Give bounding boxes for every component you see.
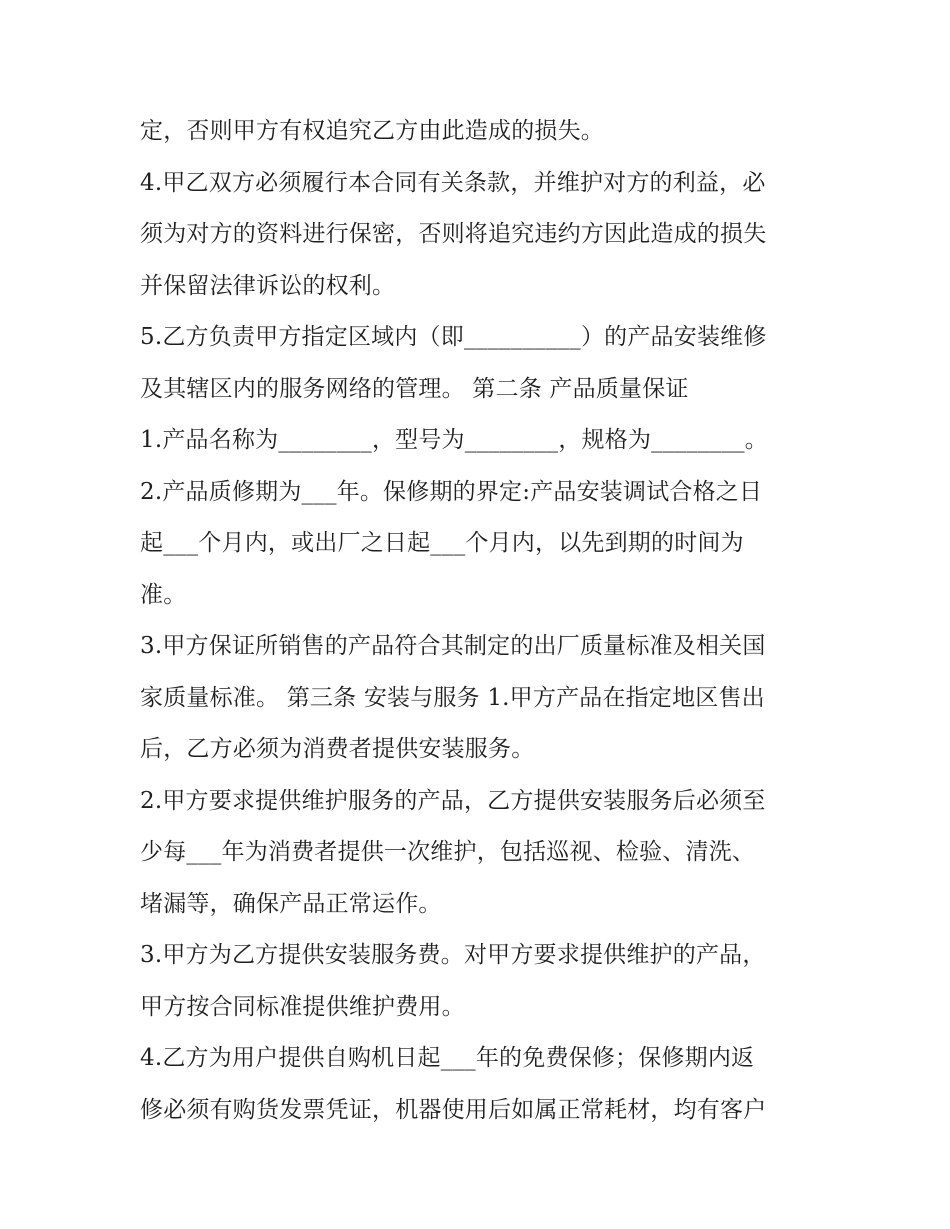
text-line: 准。 (140, 581, 187, 608)
text-line: 5.乙方负责甲方指定区域内（即__________）的产品安装维修 (140, 324, 767, 350)
text-line: 2.产品质修期为___年。保修期的界定:产品安装调试合格之日 (140, 478, 763, 505)
text-line: 2.甲方要求提供维护服务的产品，乙方提供安装服务后必须至 (140, 787, 766, 814)
text-line: 须为对方的资料进行保密，否则将追究违约方因此造成的损失 (140, 221, 767, 247)
text-line: 4.甲乙双方必须履行本合同有关条款，并维护对方的利益，必 (140, 169, 766, 196)
text-line: 并保留法律诉讼的权利。 (140, 272, 396, 299)
text-line: 起___个月内，或出厂之日起___个月内，以先到期的时间为 (140, 530, 744, 556)
text-line: 甲方按合同标准提供维护费用。 (140, 993, 465, 1020)
text-line: 家质量标准。 第三条 安装与服务 1.甲方产品在指定地区售出 (140, 684, 765, 711)
text-line: 1.产品名称为________，型号为________，规格为________。 (140, 427, 768, 453)
text-line: 少每___年为消费者提供一次维护，包括巡视、检验、清洗、 (140, 839, 756, 865)
contract-text-body (140, 106, 830, 1136)
text-line: 定，否则甲方有权追究乙方由此造成的损失。 (140, 118, 604, 144)
text-line: 4.乙方为用户提供自购机日起___年的免费保修；保修期内返 (140, 1045, 755, 1071)
text-line: 堵漏等，确保产品正常运作。 (140, 890, 442, 917)
text-line: 修必须有购货发票凭证，机器使用后如属正常耗材，均有客户 (140, 1096, 767, 1123)
text-line: 及其辖区内的服务网络的管理。 第二条 产品质量保证 (140, 375, 689, 402)
text-line: 3.甲方保证所销售的产品符合其制定的出厂质量标准及相关国 (140, 633, 766, 659)
text-line: 3.甲方为乙方提供安装服务费。对甲方要求提供维护的产品， (140, 942, 766, 968)
text-line: 后，乙方必须为消费者提供安装服务。 (140, 736, 535, 762)
